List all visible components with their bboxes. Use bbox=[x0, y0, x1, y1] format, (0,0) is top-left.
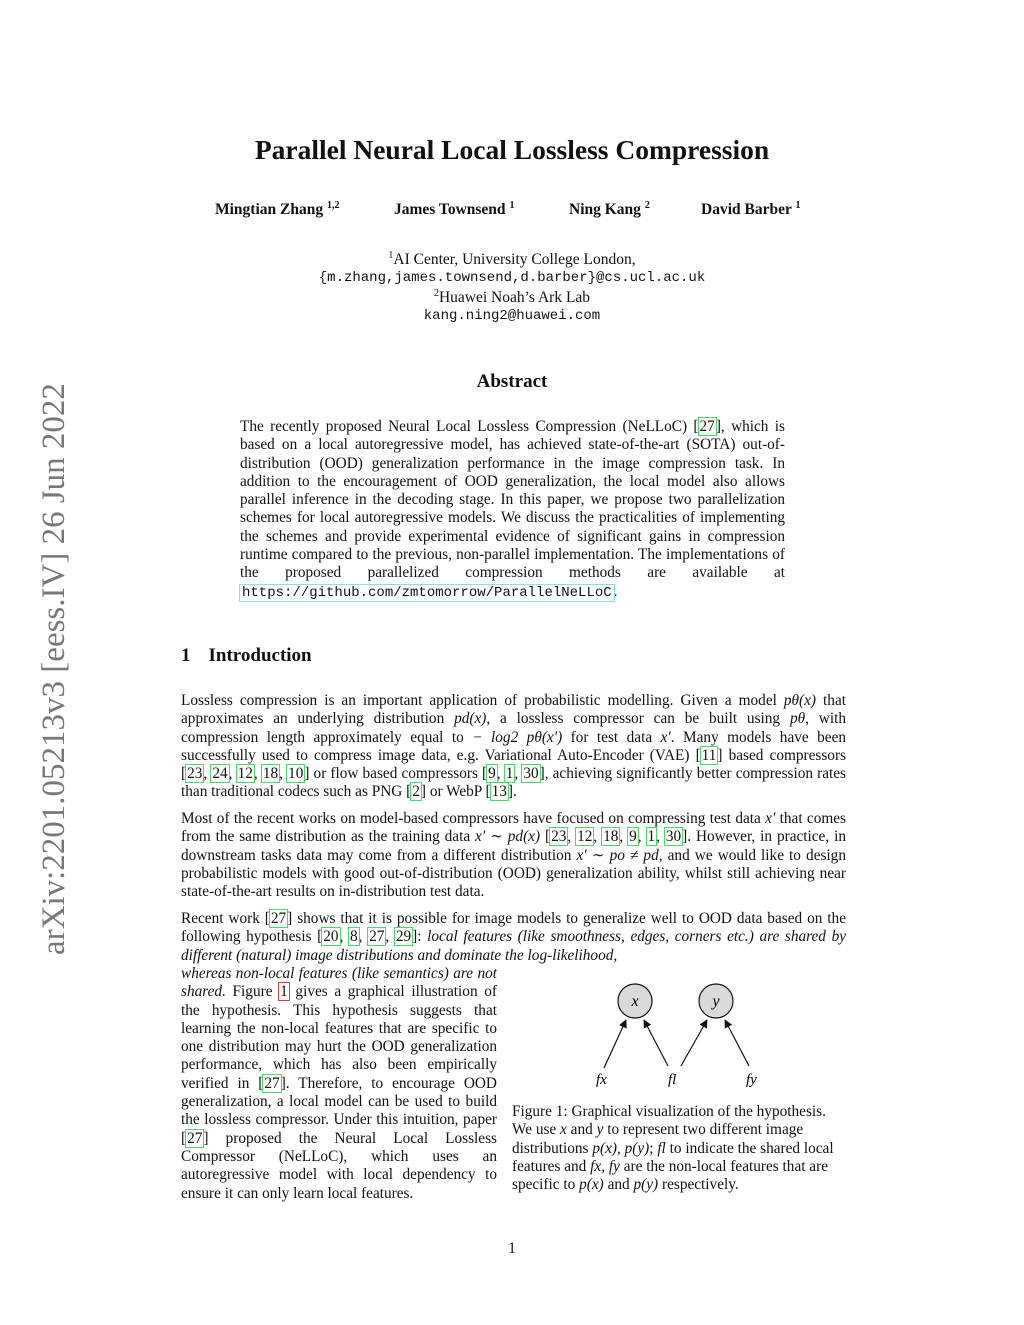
citation-link[interactable]: 23 bbox=[551, 828, 567, 846]
intro-paragraph-1: Lossless compression is an important application of probabilistic modelling. Given a model pθ(x) that approximates an underlying distribution pd(x), a lossless compressor can be built using pθ, with compression length approximately equal to − log2 pθ(x′) for test data x′. Many models have been successfully used to compress image data, e.g. Variational Auto-Encoder (VAE) [11] based compressors [23, 24, 12, 18, 10] or flow based compressors [9, 1, 30], achieving significantly better compression rates than traditional codecs such as PNG [2] or WebP [13]. bbox=[181, 692, 847, 801]
edge-fy-y bbox=[725, 1020, 749, 1066]
github-link[interactable]: https://github.com/zmtomorrow/ParallelNeLLoC bbox=[242, 584, 612, 601]
affiliation-2: $^2$Huawei Noah’s Ark Lab bbox=[433, 288, 591, 307]
node-y-label: y bbox=[712, 993, 720, 1010]
figure-caption: Figure 1: Graphical visualization of the hypothesis. We use x and y to represent two different image distributions p(x), p(y); fl to indicate the shared local features and fx, fy are the non-local features that are specific to p(x) and p(y) respectively. bbox=[512, 1103, 834, 1194]
citation-link[interactable]: 11 bbox=[701, 746, 717, 764]
page-number: 1 bbox=[508, 1240, 516, 1257]
citation-link[interactable]: 9 bbox=[488, 765, 496, 783]
citation-link[interactable]: 9 bbox=[629, 828, 637, 846]
citation-link[interactable]: 2 bbox=[412, 783, 420, 801]
edge-fl-y bbox=[681, 1020, 707, 1066]
citation-link[interactable]: 30 bbox=[523, 765, 539, 783]
author-1: Mingtian Zhang $^{1,2}$ bbox=[215, 200, 340, 219]
author-3: Ning Kang $^2$ bbox=[569, 200, 650, 219]
citation-link[interactable]: 24 bbox=[212, 765, 228, 783]
citation-link[interactable]: 23 bbox=[187, 765, 203, 783]
intro-paragraph-2: Most of the recent works on model-based compressors have focused on compressing test data x′ that comes from the same distribution as the training data x′ ∼ pd(x) [23, 12, 18, 9, 1, 30]. However, in practice, in downstream tasks data may come from a different distribution x′ ∼ po ≠ pd, and we would like to design probabilistic models with good out-of-distribution (OOD) generalization ability, whilst still achieving near state-of-the-art results on in-distribution test data. bbox=[181, 810, 846, 901]
abstract-text: The recently proposed Neural Local Lossless Compression (NeLLoC) [27], which is based on a local autoregressive model, has achieved state-of-the-art (SOTA) out-of-distribution (OOD) generalization performance in the image compression task. In addition to the encouragement of OOD generalization, the local model also allows parallel inference in the decoding stage. In this paper, we propose two parallelization schemes for local autoregressive models. We discuss the practicalities of implementing the schemes and provide experimental evidence of significant gains in compression runtime compared to the previous, non-parallel implementation. The implementations of the proposed parallelized compression methods are available at https://github.com/zmtomorrow/ParallelNeLLoC . bbox=[240, 418, 785, 601]
citation-link[interactable]: 1 bbox=[505, 765, 514, 783]
edge-fx-x bbox=[604, 1020, 626, 1068]
label-fx: fx bbox=[596, 1072, 607, 1088]
citation-link[interactable]: 18 bbox=[603, 828, 619, 846]
citation-link[interactable]: 12 bbox=[237, 765, 253, 783]
citation-link[interactable]: 30 bbox=[665, 828, 682, 846]
citation-link[interactable]: 27 bbox=[187, 1129, 203, 1147]
affiliation-1-email: {m.zhang,james.townsend,d.barber}@cs.ucl.ac.uk bbox=[318, 270, 706, 286]
author-4: David Barber $^1$ bbox=[701, 200, 801, 219]
edge-fl-x bbox=[644, 1020, 668, 1066]
citation-link[interactable]: 8 bbox=[350, 928, 358, 946]
citation-link[interactable]: 29 bbox=[395, 928, 412, 946]
figure-ref-link[interactable]: 1 bbox=[280, 983, 288, 1001]
intro-paragraph-3-top: Recent work [27] shows that it is possible for image models to generalize well to OOD data based on the following hypothesis [20, 8, 27, 29]: local features (like smoothness, edges, corners etc.) are shared by different (natural) image distributions and dominate the log-likelihood, bbox=[181, 910, 847, 964]
citation-link[interactable]: 12 bbox=[577, 828, 593, 846]
abstract-heading: Abstract bbox=[476, 371, 548, 392]
citation-link[interactable]: 18 bbox=[262, 765, 279, 783]
citation-link[interactable]: 27 bbox=[270, 910, 287, 927]
citation-link[interactable]: 13 bbox=[491, 783, 507, 801]
hypothesis-diagram bbox=[576, 980, 776, 1095]
citation-link[interactable]: 10 bbox=[288, 765, 304, 783]
node-x-label: x bbox=[631, 993, 639, 1010]
affiliation-2-email: kang.ning2@huawei.com bbox=[423, 308, 601, 324]
citation-link[interactable]: 20 bbox=[323, 928, 339, 946]
citation-link[interactable]: 27 bbox=[264, 1074, 280, 1092]
paper-title: Parallel Neural Local Lossless Compression bbox=[254, 134, 770, 165]
citation-link[interactable]: 27 bbox=[369, 928, 385, 946]
citation-link[interactable]: 1 bbox=[647, 828, 656, 846]
section-heading: 1 Introduction bbox=[181, 645, 312, 666]
arxiv-identifier: arXiv:2201.05213v3 [eess.IV] 26 Jun 2022 bbox=[36, 383, 72, 955]
affiliation-1: $^1$AI Center, University College London, bbox=[388, 250, 636, 269]
intro-paragraph-3-wrap: whereas non-local features (like semantics) are not shared. Figure 1 gives a graphical illustration of the hypothesis. This hypothesis suggests that learning the non-local features that are specific to one distribution may hurt the OOD generalization performance, which has also been empirically verified in [27]. Therefore, to encourage OOD generalization, a local model can be used to build the lossless compressor. Under this intuition, paper [27] proposed the Neural Local Lossless Compressor (NeLLoC), which uses an autoregressive model with local dependency to ensure it can only learn local features. bbox=[181, 965, 498, 1202]
label-fl: fl bbox=[668, 1072, 677, 1088]
citation-link[interactable]: 27 bbox=[699, 418, 715, 435]
author-2: James Townsend $^1$ bbox=[394, 200, 515, 219]
label-fy: fy bbox=[746, 1072, 757, 1088]
